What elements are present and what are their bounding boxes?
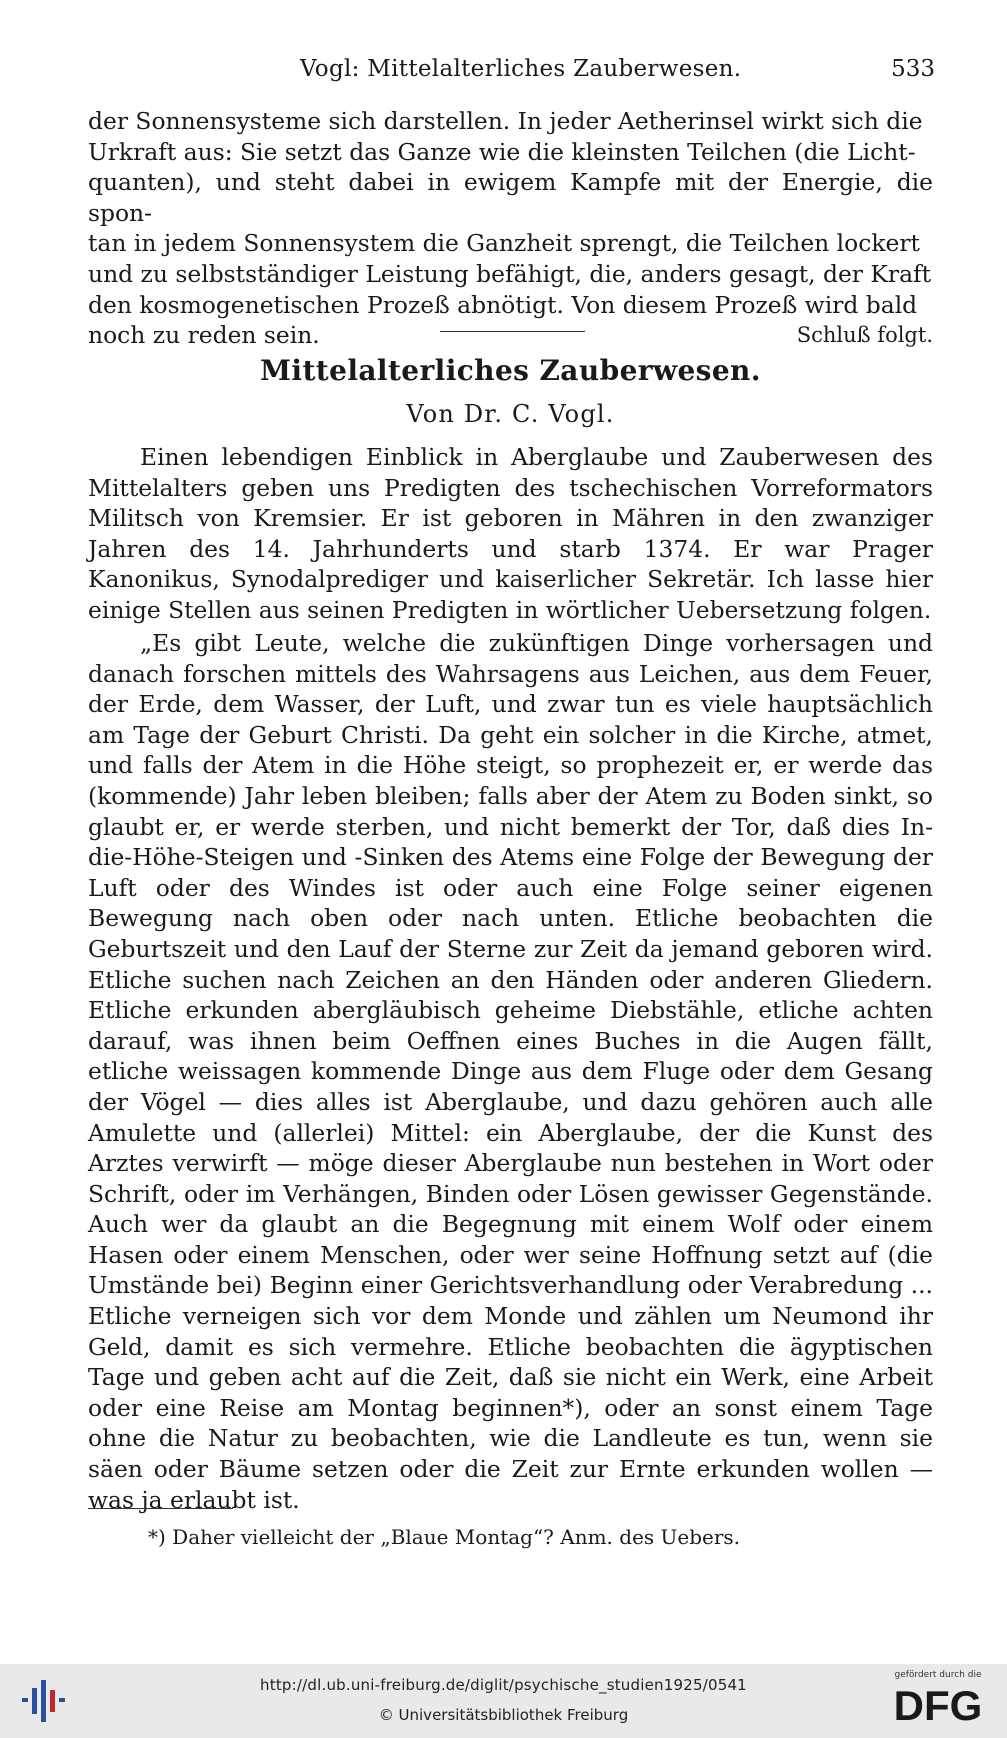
text-line: noch zu reden sein. [88,321,320,350]
page-header [90,56,935,90]
footnote: *) Daher vielleicht der „Blaue Montag“? Anm. des Uebers. [148,1525,741,1549]
copyright-notice: © Universitätsbibliothek Freiburg [378,1706,629,1724]
text-line: Urkraft aus: Sie setzt das Ganze wie die kleinsten Teilchen (die Licht- [88,137,916,166]
running-title: Vogl: Mittelalterliches Zauberwesen. [300,56,742,82]
footnote-rule [88,1508,233,1509]
last-line-row [88,320,933,351]
article-byline: Von Dr. C. Vogl. [406,400,615,428]
permalink-url[interactable]: http://dl.ub.uni-freiburg.de/diglit/psychische_studien1925/0541 [260,1676,747,1694]
article-title: Mittelalterliches Zauberwesen. [260,354,761,387]
quote-paragraph: „Es gibt Leute, welche die zukünftigen Dinge vorhersagen und danach forschen mittels des Wahrsagens aus Leichen, aus dem Feuer, der Erde, dem Wasser, der Luft, und zwar tun es viele hauptsächlich am Tage der Geburt Christi. Da geht ein solcher in die Kirche, atmet, und falls der Atem in die Höhe steigt, so prophezeit er, er werde das (kommende) Jahr leben bleiben; falls aber der Atem zu Boden sinkt, so glaubt er, er werde sterben, und nicht bemerkt der Tor, daß dies In-die-Höhe-Steigen und -Sinken des Atems eine Folge der Bewegung der Luft oder des Windes ist oder auch eine Folge seiner eigenen Bewegung nach oben oder nach unten. Etliche beobachten die Geburtszeit und den Lauf der Sterne zur Zeit da jemand geboren wird. Etliche suchen nach Zeichen an den Händen oder anderen Gliedern. Etliche erkunden abergläubisch geheime Diebstähle, etliche achten darauf, was ihnen beim Oeffnen eines Buches in die Augen fällt, etliche weissagen kommende Dinge aus dem Fluge oder dem Gesang der Vögel — dies alles ist Aberglaube, und dazu gehören auch alle Amulette und (allerlei) Mittel: ein Aberglaube, der die Kunst des Arztes verwirft — möge dieser Aberglaube nun bestehen in Wort oder Schrift, oder im Verhängen, Binden oder Lösen gewisser Gegenstände. Auch wer da glaubt an die Begegnung mit einem Wolf oder einem Hasen oder einem Menschen, oder wer seine Hoffnung setzt auf (die Umstände bei) Beginn einer Gerichtsverhandlung oder Verabredung ... Etliche verneigen sich vor dem Monde und zählen um Neumond ihr Geld, damit es sich vermehre. Etliche beobachten die ägyptischen Tage und geben acht auf die Zeit, daß sie nicht ein Werk, eine Arbeit oder eine Reise am Montag beginnen*), oder an sonst einem Tage ohne die Natur zu beobachten, wie die Landleute es tun, wenn sie säen oder Bäume setzen oder die Zeit zur Ernte erkunden wollen — was ja erlaubt ist. [88,629,933,1514]
text-line: quanten), und steht dabei in ewigem Kampfe mit der Energie, die spon- [88,168,933,227]
page-number: 533 [891,56,935,82]
text-line: tan in jedem Sonnensystem die Ganzheit sprengt, die Teilchen lockert [88,229,920,258]
dfg-logo-text: DFG [893,1682,983,1726]
continued-note: Schluß folgt. [796,323,933,348]
quote-paragraph-block [88,628,933,1515]
text-line: den kosmogenetischen Prozeß abnötigt. Von diesem Prozeß wird bald [88,290,918,319]
previous-article-ending [88,106,933,351]
text-line: und zu selbstständiger Leistung befähigt, die, anders gesagt, der Kraft [88,259,932,288]
dfg-caption: gefördert durch die [894,1670,982,1680]
dfg-funding-badge [883,1670,993,1734]
library-footer-bar [0,1664,1007,1738]
text-line: der Sonnensysteme sich darstellen. In jeder Aetherinsel wirkt sich die [88,107,923,135]
section-divider [440,331,585,332]
intro-paragraph: Einen lebendigen Einblick in Aberglaube und Zauberwesen des Mittelalters geben uns Predigten des tschechischen Vorreformators Militsch von Kremsier. Er ist geboren in Mähren in den zwanziger Jahren des 14. Jahrhunderts und starb 1374. Er war Prager Kanonikus, Synodalprediger und kaiserlicher Sekretär. Ich lasse hier einige Stellen aus seinen Predigten in wörtlicher Uebersetzung folgen. [88,443,933,624]
dfg-logo-icon [886,1682,990,1726]
intro-paragraph-block [88,442,933,626]
